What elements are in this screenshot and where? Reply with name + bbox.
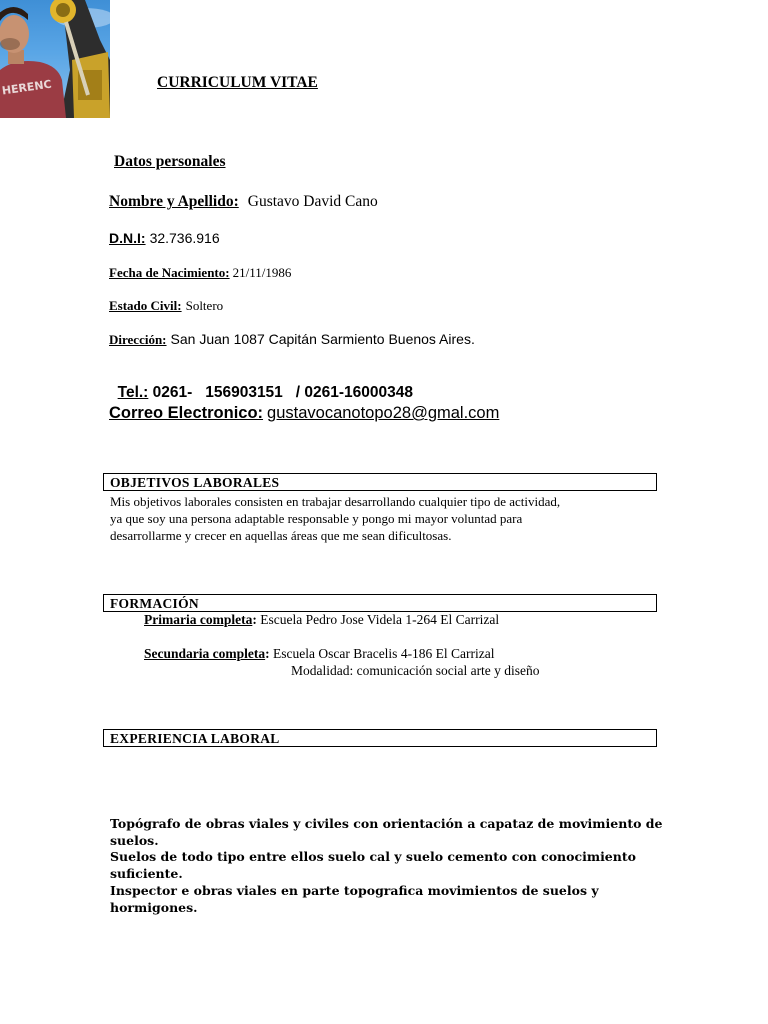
education-section-header [103, 594, 657, 612]
experience-section-header [103, 729, 657, 747]
email-label: Correo Electronico: [109, 404, 264, 422]
civil-value: Soltero [185, 298, 224, 313]
birth-label: Fecha de Nacimiento: [109, 265, 230, 280]
birth-row [109, 265, 291, 281]
secondary-row: Secundaria completa: Escuela Oscar Bracelis 4-186 El Carrizal [144, 646, 495, 661]
objectives-section-header [103, 473, 657, 491]
birth-value: 21/11/1986 [232, 265, 292, 280]
experience-heading: EXPERIENCIA LABORAL [110, 731, 280, 746]
objectives-line: Mis objetivos laborales consisten en trabajar desarrollando cualquier tipo de actividad, [110, 494, 561, 509]
tel-label: Tel.: [117, 384, 149, 401]
primary-value: Escuela Pedro Jose Videla 1-264 El Carrizal [256, 612, 500, 627]
svg-text:HERENC: HERENC [1, 77, 53, 98]
objectives-heading: OBJETIVOS LABORALES [110, 475, 280, 490]
dni-label: D.N.I: [109, 230, 146, 246]
experience-text [110, 816, 670, 916]
primary-row: Primaria completa: Escuela Pedro Jose Videla 1-264 El Carrizal [144, 612, 500, 627]
profile-photo [0, 0, 110, 118]
objectives-line: ya que soy una persona adaptable responsable y pongo mi mayor voluntad para [110, 511, 523, 526]
name-row [109, 193, 378, 211]
name-label: Nombre y Apellido: [109, 193, 239, 210]
personal-heading: Datos personales [114, 153, 226, 170]
secondary-modality: Modalidad: comunicación social arte y diseño [291, 663, 540, 678]
name-value: Gustavo David Cano [247, 193, 378, 210]
education-heading: FORMACIÓN [110, 596, 199, 611]
tel-value: 0261- 156903151 / 0261-16000348 [152, 384, 413, 401]
email-row [109, 404, 499, 423]
objectives-line: desarrollarme y crecer en aquellas áreas que me sean dificultosas. [110, 528, 452, 543]
experience-line: Topógrafo de obras viales y civiles con orientación a capataz de movimiento de [110, 816, 663, 831]
civil-label: Estado Civil: [109, 298, 182, 313]
civil-row [109, 298, 223, 314]
secondary-label: Secundaria completa [144, 646, 266, 661]
objectives-text [110, 493, 655, 544]
page-title: CURRICULUM VITAE [157, 74, 318, 91]
tel-row [109, 366, 413, 402]
experience-line: suficiente. [110, 866, 183, 882]
address-value: San Juan 1087 Capitán Sarmiento Buenos Aires. [170, 331, 475, 347]
address-label: Dirección: [109, 332, 167, 347]
address-row [109, 331, 475, 348]
email-value: gustavocanotopo28@gmal.com [267, 404, 500, 422]
primary-label: Primaria completa [144, 612, 253, 627]
experience-line: Suelos de todo tipo entre ellos suelo cal y suelo cemento con conocimiento [110, 849, 636, 865]
experience-line: Inspector e obras viales en parte topografica movimientos de suelos y hormigones. [110, 882, 599, 915]
dni-value: 32.736.916 [149, 230, 220, 246]
dni-row [109, 230, 220, 248]
experience-line: suelos. [110, 832, 159, 848]
secondary-value: Escuela Oscar Bracelis 4-186 El Carrizal [269, 646, 495, 661]
